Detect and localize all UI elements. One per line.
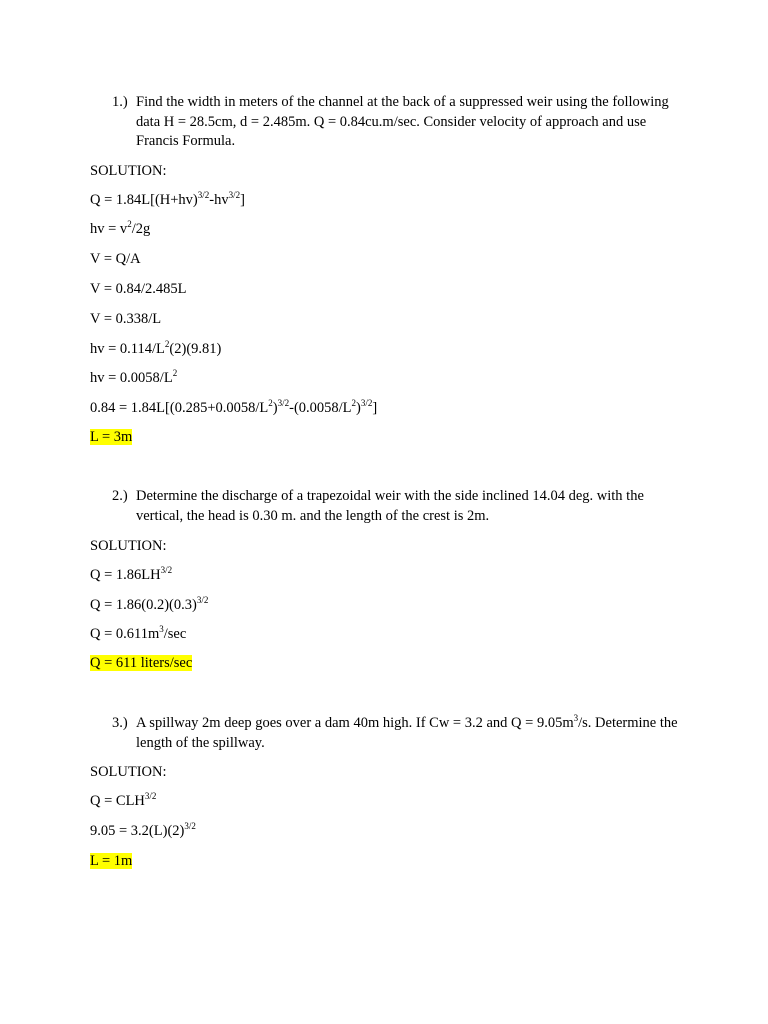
problem-2-answer: [90, 654, 192, 672]
problem-2-equation-2: $Q = 1.86(0.2)(0.3)^{3/2}$: [90, 595, 209, 613]
problem-2-text: Determine the discharge of a trapezoidal weir with the side inclined 14.04 deg. with the vertical, the head is 0.30 m. and the length of the crest is 2m.: [136, 488, 644, 524]
problem-3-solution-label: SOLUTION:: [90, 764, 167, 780]
problem-2-answer-highlight: Q = 611 liters/sec: [90, 655, 193, 671]
problem-1-equation-6: hv = $0.114/L^2(2)(9.81)$: [90, 339, 222, 357]
problem-3-equation-2: $9.05 = 3.2(L)(2)^{3/2}$: [90, 821, 196, 839]
problem-1-equation-2: hv = $v^2/2g$: [90, 219, 151, 237]
problem-1-equation-3: V = Q/A: [90, 251, 141, 267]
problem-1-equation-7: hv = $0.0058/L^2$: [90, 368, 178, 386]
problem-2-question: [112, 487, 692, 526]
problem-1-equation-5: V = 0.338/L: [90, 311, 162, 327]
problem-3-number: 3.): [112, 715, 128, 731]
problem-3-equation-1: $Q = CLH^{3/2}$: [90, 791, 157, 809]
problem-1-question: [112, 93, 692, 152]
problem-3-answer: [90, 852, 132, 870]
problem-3-text: A spillway 2m deep goes over a dam 40m high. If Cw = 3.2 and $Q = 9.05m^3/s$. Determine the length of the spillway.: [136, 713, 678, 751]
problem-1-equation-8: $0.84 = 1.84L[(0.285+0.0058/L^2)^{3/2}-(0.0058/L^2)^{3/2}]$: [90, 398, 378, 416]
problem-3-question: [112, 714, 692, 753]
problem-1-answer: [90, 428, 132, 446]
problem-1-text: Find the width in meters of the channel at the back of a suppressed weir using the following data H = 28.5cm, d = 2.485m. Q = 0.84cu.m/sec. Consider velocity of approach and use Francis Formula.: [136, 94, 669, 149]
problem-2-equation-3: $Q = 0.611m^3/\sec$: [90, 624, 187, 642]
problem-1-equation-4: V = 0.84/2.485L: [90, 281, 187, 297]
problem-1-answer-highlight: L = 3m: [90, 429, 133, 445]
problem-2-solution-label: SOLUTION:: [90, 538, 167, 554]
problem-2-number: 2.): [112, 488, 128, 504]
problem-1-equation-1: $Q = 1.84L[(H+hv)^{3/2}-hv^{3/2}]$: [90, 190, 245, 208]
problem-2-equation-1: $Q = 1.86LH^{3/2}$: [90, 565, 173, 583]
problem-3-answer-highlight: L = 1m: [90, 853, 133, 869]
problem-1-solution-label: SOLUTION:: [90, 163, 167, 179]
problem-1-number: 1.): [112, 94, 128, 110]
